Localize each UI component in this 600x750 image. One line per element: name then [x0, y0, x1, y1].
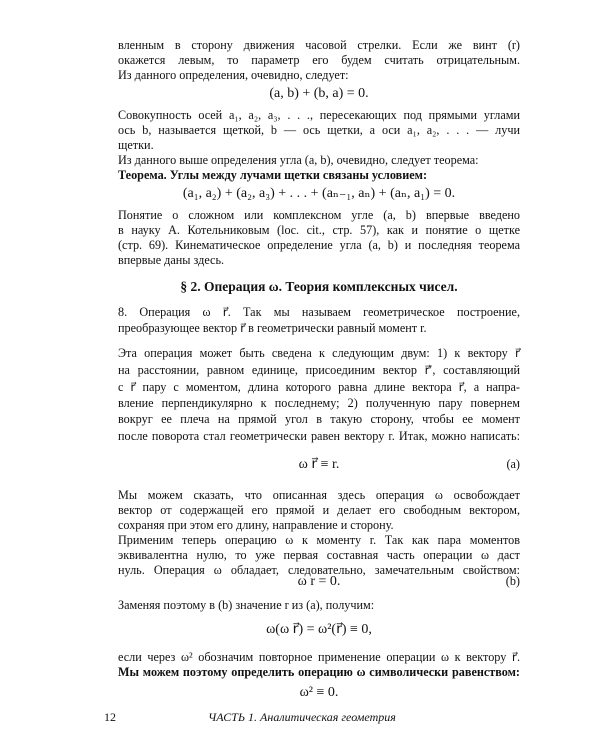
formula: ω r⃗ ≡ r.	[298, 457, 340, 472]
text-line: Понятие о сложном или комплексном угле (a, b) впервые введено	[118, 208, 520, 222]
page-number: 12	[104, 710, 116, 724]
equation-tag: (a)	[506, 457, 520, 471]
formula: ω r = 0.	[297, 574, 341, 589]
text-line: в науку А. Котельниковым (loc. cit., стр. 57), как и понятие о щетке	[118, 223, 520, 237]
formula: (a, b) + (b, a) = 0.	[269, 86, 369, 101]
text-line: Мы можем сказать, что описанная здесь операция ω освобождает	[118, 488, 520, 502]
text-line: эквивалентна нулю, то уже первая составная часть операции ω даст	[118, 548, 520, 562]
text-line: Совокупность осей a₁, a₂, a₃, . . ., пересекающих под прямыми углами	[118, 108, 520, 122]
text-line: Эта операция может быть сведена к следующим двум: 1) к вектору r⃗	[118, 346, 520, 360]
formula: ω² ≡ 0.	[299, 685, 339, 700]
text-line: нуль. Операция ω обладает, следовательно, замечательным свойством:	[118, 563, 520, 577]
running-head: ЧАСТЬ 1. Аналитическая геометрия	[208, 710, 396, 724]
text-line: (стр. 69). Кинематическое определение угла (a, b) и последняя теорема	[118, 238, 520, 252]
text-line: Применим теперь операцию ω к моменту r. Так как пара моментов	[118, 533, 520, 547]
text-line: сохраняя при этом его длину, направление и сторону.	[118, 518, 394, 532]
text-line: Из данного выше определения угла (a, b), очевидно, следует теорема:	[118, 153, 479, 167]
text-line: преобразующее вектор r⃗ в геометрически равный момент r.	[118, 321, 427, 335]
equation-row	[118, 574, 520, 589]
text-line: Заменяя поэтому в (b) значение r из (a), получим:	[118, 598, 375, 612]
equation-row	[118, 457, 520, 472]
text-line: щетки.	[118, 138, 154, 152]
text-line: окажется левым, то параметр его будем считать отрицательным.	[118, 53, 520, 67]
formula: ω(ω r⃗) = ω²(r⃗) ≡ 0,	[266, 622, 372, 637]
text-line: 8. Операция ω r⃗. Так мы называем геометрическое построение,	[118, 305, 520, 319]
equation-tag: (b)	[505, 574, 520, 588]
section-heading: § 2. Операция ω. Теория комплексных чисел.	[180, 279, 458, 294]
text-line: вектор от содержащей его прямой и делает его свободным вектором,	[118, 503, 520, 517]
text-line: ось b, называется щеткой, b — ось щетки, а оси a₁, a₂, . . . — лучи	[118, 123, 520, 137]
text-line: Из данного определения, очевидно, следует:	[118, 68, 349, 82]
text-line: если через ω² обозначим повторное применение операции ω к вектору r⃗.	[118, 650, 520, 664]
text-line: вокруг ее плеча на прямой угол в такую сторону, чтобы ее момент	[118, 412, 520, 426]
text-line: вление перпендикулярно к последнему; 2) полученную пару повернем	[118, 396, 520, 410]
text-line: Мы можем поэтому определить операцию ω символически равенством:	[118, 665, 520, 679]
text-line: после поворота стал геометрически равен вектору r. Итак, можно написать:	[118, 429, 520, 443]
text-line: с r⃗ пару с моментом, длина которого равна длине вектора r⃗, а напра-	[118, 380, 520, 394]
text-line: впервые даны здесь.	[118, 253, 225, 267]
text-line: на расстоянии, равном единице, присоединим вектор r⃗′, составляющий	[118, 363, 520, 377]
text-line: вленным в сторону движения часовой стрелки. Если же винт (r)	[118, 38, 520, 52]
formula: (a₁, a₂) + (a₂, a₃) + . . . + (aₙ₋₁, aₙ) + (aₙ, a₁) = 0.	[182, 186, 456, 201]
theorem-line: Теорема. Углы между лучами щетки связаны условием:	[118, 168, 428, 182]
